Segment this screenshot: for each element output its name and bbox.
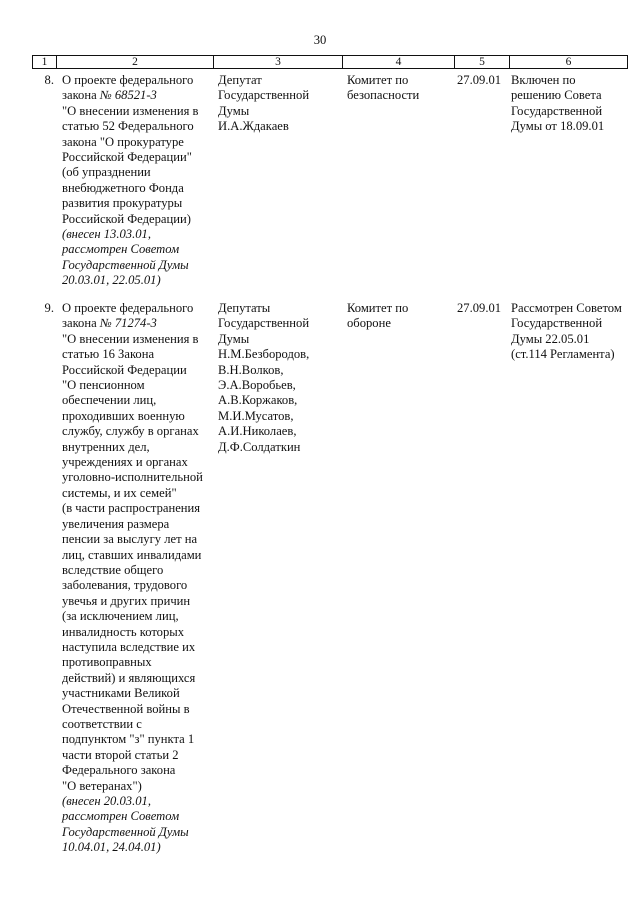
date-cell: 27.09.01: [457, 301, 502, 315]
row-number: 9.: [44, 301, 54, 315]
text-line: [62, 840, 203, 855]
text-segment: "О ветеранах"): [62, 778, 142, 793]
text-line: обороне: [347, 316, 391, 331]
text-segment: соответствии с: [62, 716, 142, 731]
bill-title: [62, 73, 198, 289]
header-col-1: 1: [33, 56, 57, 68]
text-line: [62, 732, 203, 747]
text-line: [62, 135, 198, 150]
italic-segment: рассмотрен Советом: [62, 242, 180, 257]
row-number: 8.: [44, 73, 54, 87]
text-line: [62, 548, 203, 563]
italic-segment: № 68521-3: [99, 88, 157, 103]
text-line: [62, 625, 203, 640]
text-segment: пенсии за выслугу лет на: [62, 532, 198, 547]
text-line: [62, 671, 203, 686]
text-line: [62, 825, 203, 840]
text-line: [62, 532, 203, 547]
italic-segment: № 71274-3: [99, 316, 157, 331]
text-segment: подпунктом "з" пункта 1: [62, 732, 195, 747]
responsible-committee: [347, 73, 419, 104]
text-line: А.В.Коржаков,: [218, 393, 298, 408]
text-line: [62, 609, 203, 624]
text-line: Комитет по: [347, 73, 409, 87]
text-line: Н.М.Безбородов,: [218, 347, 310, 362]
italic-segment: рассмотрен Советом: [62, 809, 180, 824]
text-segment: закона "О прокуратуре: [62, 134, 184, 149]
text-segment: О проекте федерального: [62, 301, 194, 315]
text-segment: внебюджетного Фонда: [62, 180, 184, 195]
text-line: [62, 470, 203, 485]
text-line: [62, 501, 203, 516]
text-segment: наступила вследствие их: [62, 639, 196, 654]
responsible-committee: [347, 301, 408, 332]
date-cell: 27.09.01: [457, 73, 502, 87]
text-line: [62, 517, 203, 532]
text-segment: (об упразднении: [62, 165, 151, 180]
text-line: безопасности: [347, 88, 420, 103]
text-segment: участниками Великой: [62, 686, 180, 701]
text-line: [62, 763, 203, 778]
text-segment: заболевания, трудового: [62, 578, 188, 593]
text-segment: закона: [62, 88, 100, 103]
text-segment: учреждениях и органах: [62, 455, 188, 470]
text-line: [62, 347, 203, 362]
text-segment: "О внесении изменения в: [62, 331, 199, 346]
italic-segment: (внесен 13.03.01,: [62, 227, 151, 242]
text-line: [62, 301, 203, 316]
text-segment: статью 16 Закона: [62, 347, 155, 362]
table-header: [32, 55, 628, 69]
header-col-5: 5: [455, 56, 510, 68]
italic-segment: Государственной Думы: [62, 824, 189, 839]
text-segment: Федерального закона: [62, 763, 176, 778]
text-line: [62, 242, 198, 257]
text-line: [62, 440, 203, 455]
text-segment: системы, и их семей": [62, 485, 177, 500]
header-col-6: 6: [565, 56, 572, 68]
text-line: [62, 363, 203, 378]
text-segment: (за исключением лиц,: [62, 609, 179, 624]
text-line: [62, 748, 203, 763]
text-line: [62, 88, 198, 103]
text-line: [62, 424, 203, 439]
text-line: Государственной: [511, 103, 603, 118]
text-line: Думы: [218, 331, 250, 346]
text-line: [62, 409, 203, 424]
text-segment: "О внесении изменения в: [62, 103, 199, 118]
text-line: [62, 779, 203, 794]
text-line: [62, 578, 203, 593]
text-segment: Отечественной войны в: [62, 701, 190, 716]
text-line: [62, 119, 198, 134]
text-line: [62, 455, 203, 470]
text-line: [62, 227, 198, 242]
text-segment: лиц, ставших инвалидами: [62, 547, 202, 562]
text-line: [62, 316, 203, 331]
text-line: [62, 686, 203, 701]
text-line: [62, 181, 198, 196]
header-col-2: 2: [57, 56, 214, 68]
italic-segment: 20.03.01, 22.05.01): [62, 273, 161, 288]
text-line: Включен по: [511, 73, 576, 87]
italic-segment: (внесен 20.03.01,: [62, 794, 151, 808]
text-line: [62, 165, 198, 180]
text-segment: (в части распространения: [62, 501, 201, 516]
header-col-3: 3: [214, 56, 343, 68]
text-segment: "О пенсионном: [62, 378, 145, 393]
bill-authors: [218, 73, 309, 135]
page-number: 30: [313, 33, 327, 47]
text-line: А.И.Николаев,: [218, 424, 297, 439]
text-line: Думы 22.05.01: [511, 331, 590, 346]
text-line: [62, 393, 203, 408]
text-segment: инвалидность которых: [62, 624, 185, 639]
text-segment: Российской Федерации: [62, 362, 187, 377]
text-segment: О проекте федерального: [62, 73, 194, 87]
text-line: [62, 486, 203, 501]
italic-segment: Государственной Думы: [62, 257, 189, 272]
text-line: Депутат: [218, 73, 262, 87]
text-line: [62, 594, 203, 609]
bill-title: [62, 301, 203, 856]
text-line: [62, 73, 198, 88]
header-col-4: 4: [343, 56, 455, 68]
text-segment: уголовно-исполнительной: [62, 470, 203, 485]
italic-segment: 10.04.01, 24.04.01): [62, 840, 161, 855]
text-segment: Российской Федерации": [62, 150, 192, 165]
text-line: решению Совета: [511, 88, 602, 103]
text-line: Д.Ф.Солдаткин: [218, 439, 301, 454]
text-line: И.А.Ждакаев: [218, 119, 289, 134]
text-segment: внутренних дел,: [62, 439, 150, 454]
text-segment: проходивших военную: [62, 408, 185, 423]
text-line: М.И.Мусатов,: [218, 408, 294, 423]
text-segment: противоправных: [62, 655, 152, 670]
text-line: Депутаты: [218, 301, 271, 315]
text-segment: увечья и других причин: [62, 593, 191, 608]
text-line: [62, 104, 198, 119]
text-line: В.Н.Волков,: [218, 362, 284, 377]
text-line: [62, 809, 203, 824]
bill-authors: [218, 301, 309, 455]
text-line: [62, 563, 203, 578]
text-line: Государственной: [511, 316, 603, 331]
text-line: Думы от 18.09.01: [511, 119, 605, 134]
text-line: [62, 655, 203, 670]
text-line: Думы: [218, 103, 250, 118]
status-cell: [511, 301, 622, 363]
text-line: Комитет по: [347, 301, 409, 315]
text-line: [62, 332, 203, 347]
text-line: Государственной: [218, 88, 310, 103]
text-segment: службу, службу в органах: [62, 424, 199, 439]
text-segment: части второй статьи 2: [62, 747, 179, 762]
text-line: Рассмотрен Советом: [511, 301, 622, 315]
text-line: [62, 273, 198, 288]
text-line: [62, 702, 203, 717]
text-line: [62, 378, 203, 393]
text-line: [62, 212, 198, 227]
text-line: [62, 717, 203, 732]
text-segment: действий) и являющихся: [62, 670, 196, 685]
text-line: [62, 640, 203, 655]
text-line: [62, 794, 203, 809]
text-segment: увеличения размера: [62, 516, 170, 531]
text-line: (ст.114 Регламента): [511, 347, 615, 362]
text-segment: Российской Федерации): [62, 211, 191, 226]
status-cell: [511, 73, 604, 135]
text-segment: развития прокуратуры: [62, 196, 183, 211]
text-segment: статью 52 Федерального: [62, 119, 194, 134]
text-segment: обеспечении лиц,: [62, 393, 157, 408]
text-line: Государственной: [218, 316, 310, 331]
text-line: Э.А.Воробьев,: [218, 378, 296, 393]
text-line: [62, 196, 198, 211]
text-line: [62, 258, 198, 273]
text-line: [62, 150, 198, 165]
text-segment: закона: [62, 316, 100, 331]
text-segment: вследствие общего: [62, 562, 164, 577]
